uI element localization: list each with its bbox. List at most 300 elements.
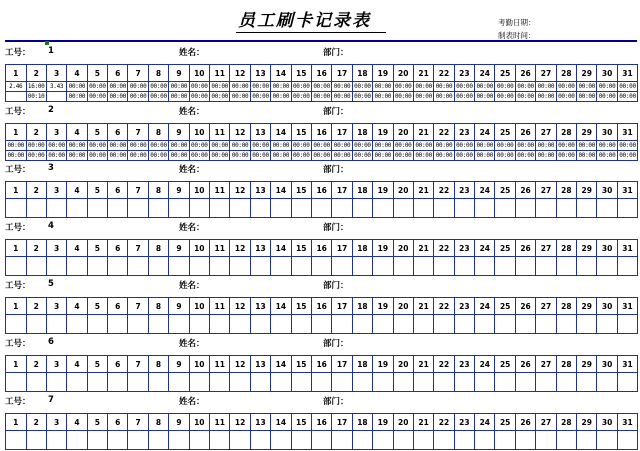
punch-time-cell[interactable] [148, 257, 168, 276]
punch-time-cell[interactable]: 00:00 [578, 83, 596, 90]
punch-time-cell[interactable]: 16:00 [27, 83, 45, 90]
punch-time-cell[interactable] [556, 257, 576, 276]
punch-time-cell[interactable]: 00:00 [7, 142, 25, 149]
punch-time-cell[interactable] [536, 257, 556, 276]
punch-time-cell[interactable] [577, 315, 597, 334]
punch-time-cell[interactable]: 00:00 [48, 152, 65, 159]
day-number-cell: 31 [617, 356, 637, 373]
punch-time-cell[interactable]: 00:00 [476, 93, 494, 100]
punch-time-cell[interactable]: 00:00 [252, 83, 269, 90]
punch-time-cell[interactable] [393, 199, 413, 218]
punch-time-cell[interactable]: 00:00 [211, 142, 228, 149]
punch-time-cell[interactable] [332, 199, 352, 218]
punch-time-cell[interactable]: 00:00 [231, 93, 249, 100]
punch-time-cell[interactable] [393, 373, 413, 392]
punch-time-cell[interactable]: 00:00 [292, 93, 310, 100]
punch-time-cell[interactable] [6, 315, 27, 334]
day-number-cell: 20 [393, 65, 413, 82]
day-number-cell: 12 [230, 356, 250, 373]
punch-time-cell[interactable]: 00:00 [252, 152, 269, 159]
punch-time-cell[interactable]: 00:00 [333, 93, 351, 100]
punch-time-cell[interactable] [108, 315, 128, 334]
punch-time-cell[interactable] [128, 373, 148, 392]
employee-id-label: 工号： [5, 48, 31, 58]
punch-time-cell[interactable] [250, 431, 270, 450]
punch-time-cell[interactable]: 00:00 [435, 93, 453, 100]
punch-time-cell[interactable] [597, 431, 617, 450]
punch-time-cell[interactable]: 00:00 [333, 142, 351, 149]
day-number-cell: 18 [352, 182, 372, 199]
punch-time-cell[interactable] [148, 431, 168, 450]
punch-time-cell[interactable]: 00:00 [374, 93, 392, 100]
punch-time-cell[interactable] [577, 373, 597, 392]
punch-time-cell[interactable] [454, 431, 474, 450]
day-number-cell: 19 [373, 240, 393, 257]
punch-time-cell[interactable]: 00:00 [374, 83, 392, 90]
punch-time-cell[interactable]: 00:00 [191, 152, 208, 159]
punch-time-cell[interactable]: 00:00 [517, 83, 534, 90]
punch-time-cell[interactable] [189, 431, 209, 450]
punch-time-cell[interactable]: 00:00 [558, 142, 575, 149]
punch-time-cell[interactable] [617, 315, 637, 334]
punch-time-cell[interactable] [393, 431, 413, 450]
punch-time-cell[interactable]: 00:00 [170, 152, 188, 159]
punch-time-cell[interactable] [352, 431, 372, 450]
punch-time-cell[interactable] [108, 257, 128, 276]
punch-time-cell[interactable]: 00:00 [109, 152, 127, 159]
punch-time-cell[interactable] [26, 257, 46, 276]
punch-time-cell[interactable]: 00:00 [89, 152, 106, 159]
punch-time-cell[interactable]: 00:00 [170, 142, 188, 149]
punch-time-cell[interactable] [250, 257, 270, 276]
punch-time-cell[interactable]: 00:00 [7, 152, 25, 159]
punch-time-cell[interactable] [332, 373, 352, 392]
punch-time-cell[interactable] [128, 315, 148, 334]
punch-time-cell[interactable] [108, 199, 128, 218]
punch-time-cell[interactable] [67, 373, 87, 392]
punch-time-cell[interactable] [87, 315, 107, 334]
punch-time-cell[interactable]: 00:00 [598, 142, 616, 149]
punch-time-cell[interactable] [413, 315, 433, 334]
punch-time-cell[interactable] [413, 257, 433, 276]
punch-time-cell[interactable]: 00:00 [354, 83, 371, 90]
punch-time-cell[interactable] [291, 373, 311, 392]
punch-time-cell[interactable] [26, 431, 46, 450]
punch-time-cell[interactable] [413, 199, 433, 218]
punch-time-cell[interactable]: 00:00 [476, 152, 494, 159]
punch-time-cell[interactable] [67, 257, 87, 276]
punch-time-cell[interactable]: 00:00 [211, 152, 228, 159]
punch-time-cell[interactable] [515, 257, 535, 276]
punch-time-cell[interactable] [475, 373, 495, 392]
punch-time-cell[interactable]: 00:00 [578, 93, 596, 100]
punch-time-cell[interactable] [597, 373, 617, 392]
punch-time-cell[interactable] [515, 431, 535, 450]
punch-time-cell[interactable]: 00:00 [415, 152, 432, 159]
punch-time-cell[interactable]: 00:00 [537, 152, 555, 159]
punch-time-cell[interactable] [536, 431, 556, 450]
punch-time-cell[interactable] [230, 373, 250, 392]
punch-time-cell[interactable] [230, 199, 250, 218]
punch-time-cell[interactable] [189, 199, 209, 218]
punch-time-cell[interactable] [352, 373, 372, 392]
punch-time-cell[interactable]: 00:00 [292, 83, 310, 90]
punch-time-cell[interactable] [271, 315, 291, 334]
punch-time-cell[interactable] [454, 315, 474, 334]
punch-time-cell[interactable] [393, 257, 413, 276]
punch-time-cell[interactable]: 00:00 [150, 93, 167, 100]
punch-time-cell[interactable]: 00:00 [496, 83, 514, 90]
punch-time-cell[interactable] [475, 257, 495, 276]
punch-time-cell[interactable] [515, 373, 535, 392]
punch-time-cell[interactable]: 00:00 [211, 83, 228, 90]
employee-name-label: 姓名： [179, 223, 205, 233]
punch-time-cell[interactable] [332, 315, 352, 334]
punch-time-cell[interactable] [515, 315, 535, 334]
punch-time-cell[interactable]: 00:00 [333, 83, 351, 90]
punch-time-cell[interactable]: 00:00 [129, 142, 147, 149]
punch-time-cell[interactable] [515, 199, 535, 218]
punch-time-cell[interactable]: 00:00 [48, 142, 65, 149]
punch-time-cell[interactable]: 00:00 [598, 152, 616, 159]
punch-time-cell[interactable]: 00:00 [191, 93, 208, 100]
punch-time-cell[interactable]: 00:00 [170, 83, 188, 90]
punch-time-cell[interactable] [6, 199, 27, 218]
punch-time-cell[interactable]: 00:00 [394, 142, 412, 149]
punch-time-cell[interactable] [332, 431, 352, 450]
punch-time-cell[interactable]: 00:00 [517, 93, 534, 100]
punch-time-cell[interactable] [454, 199, 474, 218]
punch-time-cell[interactable]: 00:00 [537, 93, 555, 100]
punch-time-cell[interactable] [46, 373, 66, 392]
punch-time-cell[interactable]: 2.46 [6, 82, 27, 92]
punch-time-cell[interactable] [373, 373, 393, 392]
punch-time-cell[interactable] [108, 373, 128, 392]
day-number-cell: 15 [291, 298, 311, 315]
punch-time-cell[interactable]: 00:00 [435, 83, 453, 90]
punch-time-cell[interactable] [271, 199, 291, 218]
day-number-cell: 26 [515, 414, 535, 431]
punch-time-cell[interactable] [352, 257, 372, 276]
punch-time-cell[interactable] [617, 199, 637, 218]
punch-time-cell[interactable]: 00:00 [435, 142, 453, 149]
punch-time-cell[interactable]: 00:00 [231, 83, 249, 90]
punch-time-cell[interactable] [434, 431, 454, 450]
punch-time-cell[interactable] [475, 199, 495, 218]
punch-time-cell[interactable]: 00:00 [619, 93, 636, 100]
punch-time-cell[interactable]: 00:10 [27, 93, 45, 100]
punch-time-cell[interactable] [169, 373, 189, 392]
punch-time-cell[interactable]: 00:00 [476, 83, 494, 90]
punch-time-cell[interactable]: 00:00 [415, 142, 432, 149]
punch-time-cell[interactable] [311, 431, 331, 450]
punch-time-cell[interactable] [46, 92, 66, 102]
punch-time-cell[interactable] [87, 257, 107, 276]
day-number-cell: 13 [250, 240, 270, 257]
punch-time-cell[interactable] [169, 431, 189, 450]
punch-time-cell[interactable] [230, 257, 250, 276]
punch-time-cell[interactable] [413, 373, 433, 392]
punch-time-cell[interactable]: 00:00 [456, 93, 473, 100]
punch-time-cell[interactable]: 00:00 [89, 93, 106, 100]
punch-time-cell[interactable] [556, 315, 576, 334]
punch-time-cell[interactable] [373, 315, 393, 334]
day-number-cell: 25 [495, 65, 515, 82]
punch-time-cell[interactable]: 00:00 [578, 142, 596, 149]
punch-time-cell[interactable]: 00:00 [415, 83, 432, 90]
punch-time-cell[interactable]: 00:00 [456, 152, 473, 159]
punch-time-cell[interactable] [210, 315, 230, 334]
punch-time-cell[interactable]: 00:00 [150, 142, 167, 149]
punch-time-cell[interactable]: 00:00 [598, 83, 616, 90]
punch-time-cell[interactable] [495, 431, 515, 450]
punch-time-cell[interactable]: 00:00 [252, 93, 269, 100]
punch-time-cell[interactable] [169, 257, 189, 276]
punch-time-cell[interactable] [291, 431, 311, 450]
punch-time-cell[interactable] [46, 315, 66, 334]
punch-time-cell[interactable] [46, 257, 66, 276]
punch-time-cell[interactable]: 00:00 [68, 93, 86, 100]
punch-time-cell[interactable] [373, 431, 393, 450]
punch-time-cell[interactable] [393, 315, 413, 334]
punch-time-cell[interactable]: 00:00 [394, 83, 412, 90]
punch-time-cell[interactable] [189, 315, 209, 334]
punch-time-cell[interactable] [291, 199, 311, 218]
punch-time-cell[interactable]: 00:00 [129, 93, 147, 100]
punch-time-cell[interactable] [291, 315, 311, 334]
punch-time-cell[interactable] [26, 373, 46, 392]
day-number-cell: 15 [291, 356, 311, 373]
punch-time-cell[interactable] [46, 199, 66, 218]
punch-time-cell[interactable] [250, 373, 270, 392]
punch-time-cell[interactable] [189, 257, 209, 276]
punch-time-cell[interactable]: 00:00 [109, 93, 127, 100]
punch-time-cell[interactable] [271, 431, 291, 450]
punch-time-cell[interactable] [597, 315, 617, 334]
punch-time-cell[interactable]: 00:00 [517, 152, 534, 159]
punch-time-cell[interactable]: 00:00 [496, 93, 514, 100]
punch-time-cell[interactable] [597, 199, 617, 218]
punch-time-cell[interactable] [230, 431, 250, 450]
punch-time-cell[interactable] [128, 199, 148, 218]
punch-time-cell[interactable]: 00:00 [109, 83, 127, 90]
punch-time-cell[interactable] [454, 257, 474, 276]
punch-time-cell[interactable] [373, 257, 393, 276]
punch-time-cell[interactable] [87, 199, 107, 218]
punch-time-cell[interactable] [6, 92, 27, 102]
punch-time-cell[interactable]: 00:00 [231, 142, 249, 149]
punch-time-cell[interactable] [495, 315, 515, 334]
punch-time-cell[interactable]: 00:00 [619, 142, 636, 149]
punch-time-cell[interactable] [475, 431, 495, 450]
punch-time-cell[interactable] [169, 199, 189, 218]
punch-time-cell[interactable] [230, 315, 250, 334]
punch-time-cell[interactable] [26, 315, 46, 334]
punch-time-cell[interactable]: 00:00 [476, 142, 494, 149]
punch-time-cell[interactable] [108, 431, 128, 450]
punch-time-cell[interactable] [577, 431, 597, 450]
punch-time-cell[interactable]: 00:00 [272, 142, 290, 149]
punch-time-cell[interactable]: 00:00 [27, 152, 45, 159]
punch-time-cell[interactable] [271, 373, 291, 392]
punch-time-cell[interactable]: 00:00 [252, 142, 269, 149]
punch-time-cell[interactable] [332, 257, 352, 276]
punch-time-cell[interactable]: 00:00 [415, 93, 432, 100]
punch-time-cell[interactable] [148, 373, 168, 392]
punch-time-cell[interactable] [271, 257, 291, 276]
punch-time-cell[interactable] [536, 373, 556, 392]
punch-time-cell[interactable]: 00:00 [333, 152, 351, 159]
punch-time-cell[interactable] [311, 373, 331, 392]
punch-time-cell[interactable] [536, 199, 556, 218]
punch-time-cell[interactable]: 00:00 [374, 142, 392, 149]
punch-time-cell[interactable] [352, 199, 372, 218]
punch-time-cell[interactable] [617, 257, 637, 276]
punch-time-cell[interactable] [352, 315, 372, 334]
punch-time-cell[interactable] [617, 373, 637, 392]
punch-time-cell[interactable]: 00:00 [191, 83, 208, 90]
day-number-cell: 31 [617, 65, 637, 82]
punch-time-cell[interactable]: 00:00 [150, 152, 167, 159]
punch-time-cell[interactable] [87, 373, 107, 392]
punch-time-cell[interactable]: 00:00 [313, 142, 330, 149]
punch-time-cell[interactable] [434, 199, 454, 218]
day-number-cell: 13 [250, 124, 270, 141]
punch-time-cell[interactable]: 00:00 [313, 93, 330, 100]
punch-time-cell[interactable] [189, 373, 209, 392]
day-number-cell: 21 [413, 240, 433, 257]
punch-time-cell[interactable] [536, 315, 556, 334]
day-number-cell: 19 [373, 65, 393, 82]
punch-time-cell[interactable] [311, 315, 331, 334]
punch-time-cell[interactable]: 3.43 [46, 82, 66, 92]
punch-time-cell[interactable]: 00:00 [456, 83, 473, 90]
day-number-cell: 16 [311, 298, 331, 315]
punch-time-cell[interactable]: 00:00 [109, 142, 127, 149]
punch-time-cell[interactable] [311, 199, 331, 218]
punch-time-cell[interactable] [434, 315, 454, 334]
punch-time-cell[interactable]: 00:00 [191, 142, 208, 149]
punch-time-cell[interactable]: 00:00 [598, 93, 616, 100]
punch-time-cell[interactable]: 00:00 [558, 152, 575, 159]
punch-time-cell[interactable]: 00:00 [89, 83, 106, 90]
punch-time-cell[interactable]: 00:00 [496, 152, 514, 159]
punch-time-cell[interactable]: 00:00 [517, 142, 534, 149]
punch-time-cell[interactable] [169, 315, 189, 334]
punch-time-cell[interactable] [128, 257, 148, 276]
punch-time-cell[interactable]: 00:00 [619, 83, 636, 90]
punch-time-cell[interactable]: 00:00 [231, 152, 249, 159]
punch-time-cell[interactable] [6, 373, 27, 392]
punch-time-cell[interactable] [454, 373, 474, 392]
punch-time-cell[interactable]: 00:00 [68, 152, 86, 159]
punch-time-cell[interactable] [577, 257, 597, 276]
punch-time-cell[interactable] [148, 199, 168, 218]
punch-time-cell[interactable]: 00:00 [394, 93, 412, 100]
punch-time-cell[interactable]: 00:00 [456, 142, 473, 149]
punch-record-table [5, 297, 638, 334]
punch-time-cell[interactable] [577, 199, 597, 218]
punch-time-cell[interactable] [475, 315, 495, 334]
punch-time-cell[interactable]: 00:00 [558, 93, 575, 100]
punch-time-cell[interactable] [597, 257, 617, 276]
punch-time-cell[interactable]: 00:00 [394, 152, 412, 159]
punch-time-cell[interactable] [311, 257, 331, 276]
punch-time-cell[interactable]: 00:00 [496, 142, 514, 149]
punch-time-cell[interactable]: 00:00 [313, 83, 330, 90]
day-number-cell: 27 [536, 182, 556, 199]
punch-time-cell[interactable]: 00:00 [313, 152, 330, 159]
punch-time-cell[interactable]: 00:00 [272, 93, 290, 100]
punch-time-cell[interactable] [26, 199, 46, 218]
punch-time-cell[interactable]: 00:00 [435, 152, 453, 159]
punch-time-cell[interactable] [6, 431, 27, 450]
punch-time-cell[interactable] [210, 257, 230, 276]
punch-time-cell[interactable]: 00:00 [374, 152, 392, 159]
punch-time-cell[interactable]: 00:00 [68, 83, 86, 90]
punch-time-cell[interactable] [434, 257, 454, 276]
punch-time-cell[interactable] [413, 431, 433, 450]
punch-time-cell[interactable] [556, 199, 576, 218]
punch-time-cell[interactable]: 00:00 [150, 83, 167, 90]
punch-time-cell[interactable]: 00:00 [354, 142, 371, 149]
punch-time-cell[interactable] [46, 431, 66, 450]
punch-time-cell[interactable] [495, 257, 515, 276]
punch-time-cell[interactable] [148, 315, 168, 334]
punch-time-cell[interactable] [210, 373, 230, 392]
punch-time-cell[interactable] [87, 431, 107, 450]
punch-time-cell[interactable]: 00:00 [272, 152, 290, 159]
punch-time-cell[interactable] [373, 199, 393, 218]
punch-time-cell[interactable] [495, 373, 515, 392]
punch-time-cell[interactable] [67, 199, 87, 218]
punch-time-cell[interactable] [291, 257, 311, 276]
punch-time-cell[interactable] [128, 431, 148, 450]
punch-time-cell[interactable]: 00:00 [211, 93, 228, 100]
punch-time-cell[interactable]: 00:00 [292, 152, 310, 159]
punch-time-cell[interactable] [250, 315, 270, 334]
punch-time-cell[interactable] [556, 431, 576, 450]
punch-time-cell[interactable] [434, 373, 454, 392]
punch-time-cell[interactable] [617, 431, 637, 450]
day-number-cell: 11 [210, 124, 230, 141]
punch-time-cell[interactable] [6, 257, 27, 276]
punch-time-cell[interactable]: 00:00 [537, 83, 555, 90]
punch-time-cell[interactable]: 00:00 [578, 152, 596, 159]
punch-time-cell[interactable]: 00:00 [354, 93, 371, 100]
punch-time-cell[interactable]: 00:00 [89, 142, 106, 149]
punch-time-cell[interactable] [67, 315, 87, 334]
punch-time-cell[interactable]: 00:00 [27, 142, 45, 149]
punch-time-cell[interactable]: 00:00 [354, 152, 371, 159]
punch-time-cell[interactable] [495, 199, 515, 218]
punch-time-cell[interactable] [250, 199, 270, 218]
punch-time-cell[interactable]: 00:00 [619, 152, 636, 159]
punch-time-cell[interactable]: 00:00 [68, 142, 86, 149]
punch-time-cell[interactable]: 00:00 [292, 142, 310, 149]
title-underline [236, 32, 386, 33]
punch-time-cell[interactable] [556, 373, 576, 392]
punch-time-cell[interactable]: 00:00 [272, 83, 290, 90]
punch-time-cell[interactable]: 00:00 [129, 152, 147, 159]
punch-time-cell[interactable] [67, 431, 87, 450]
punch-time-cell[interactable] [210, 431, 230, 450]
punch-time-cell[interactable]: 00:00 [558, 83, 575, 90]
punch-time-cell[interactable]: 00:00 [537, 142, 555, 149]
punch-time-cell[interactable]: 00:00 [170, 93, 188, 100]
punch-time-cell[interactable]: 00:00 [129, 83, 147, 90]
punch-time-cell[interactable] [210, 199, 230, 218]
